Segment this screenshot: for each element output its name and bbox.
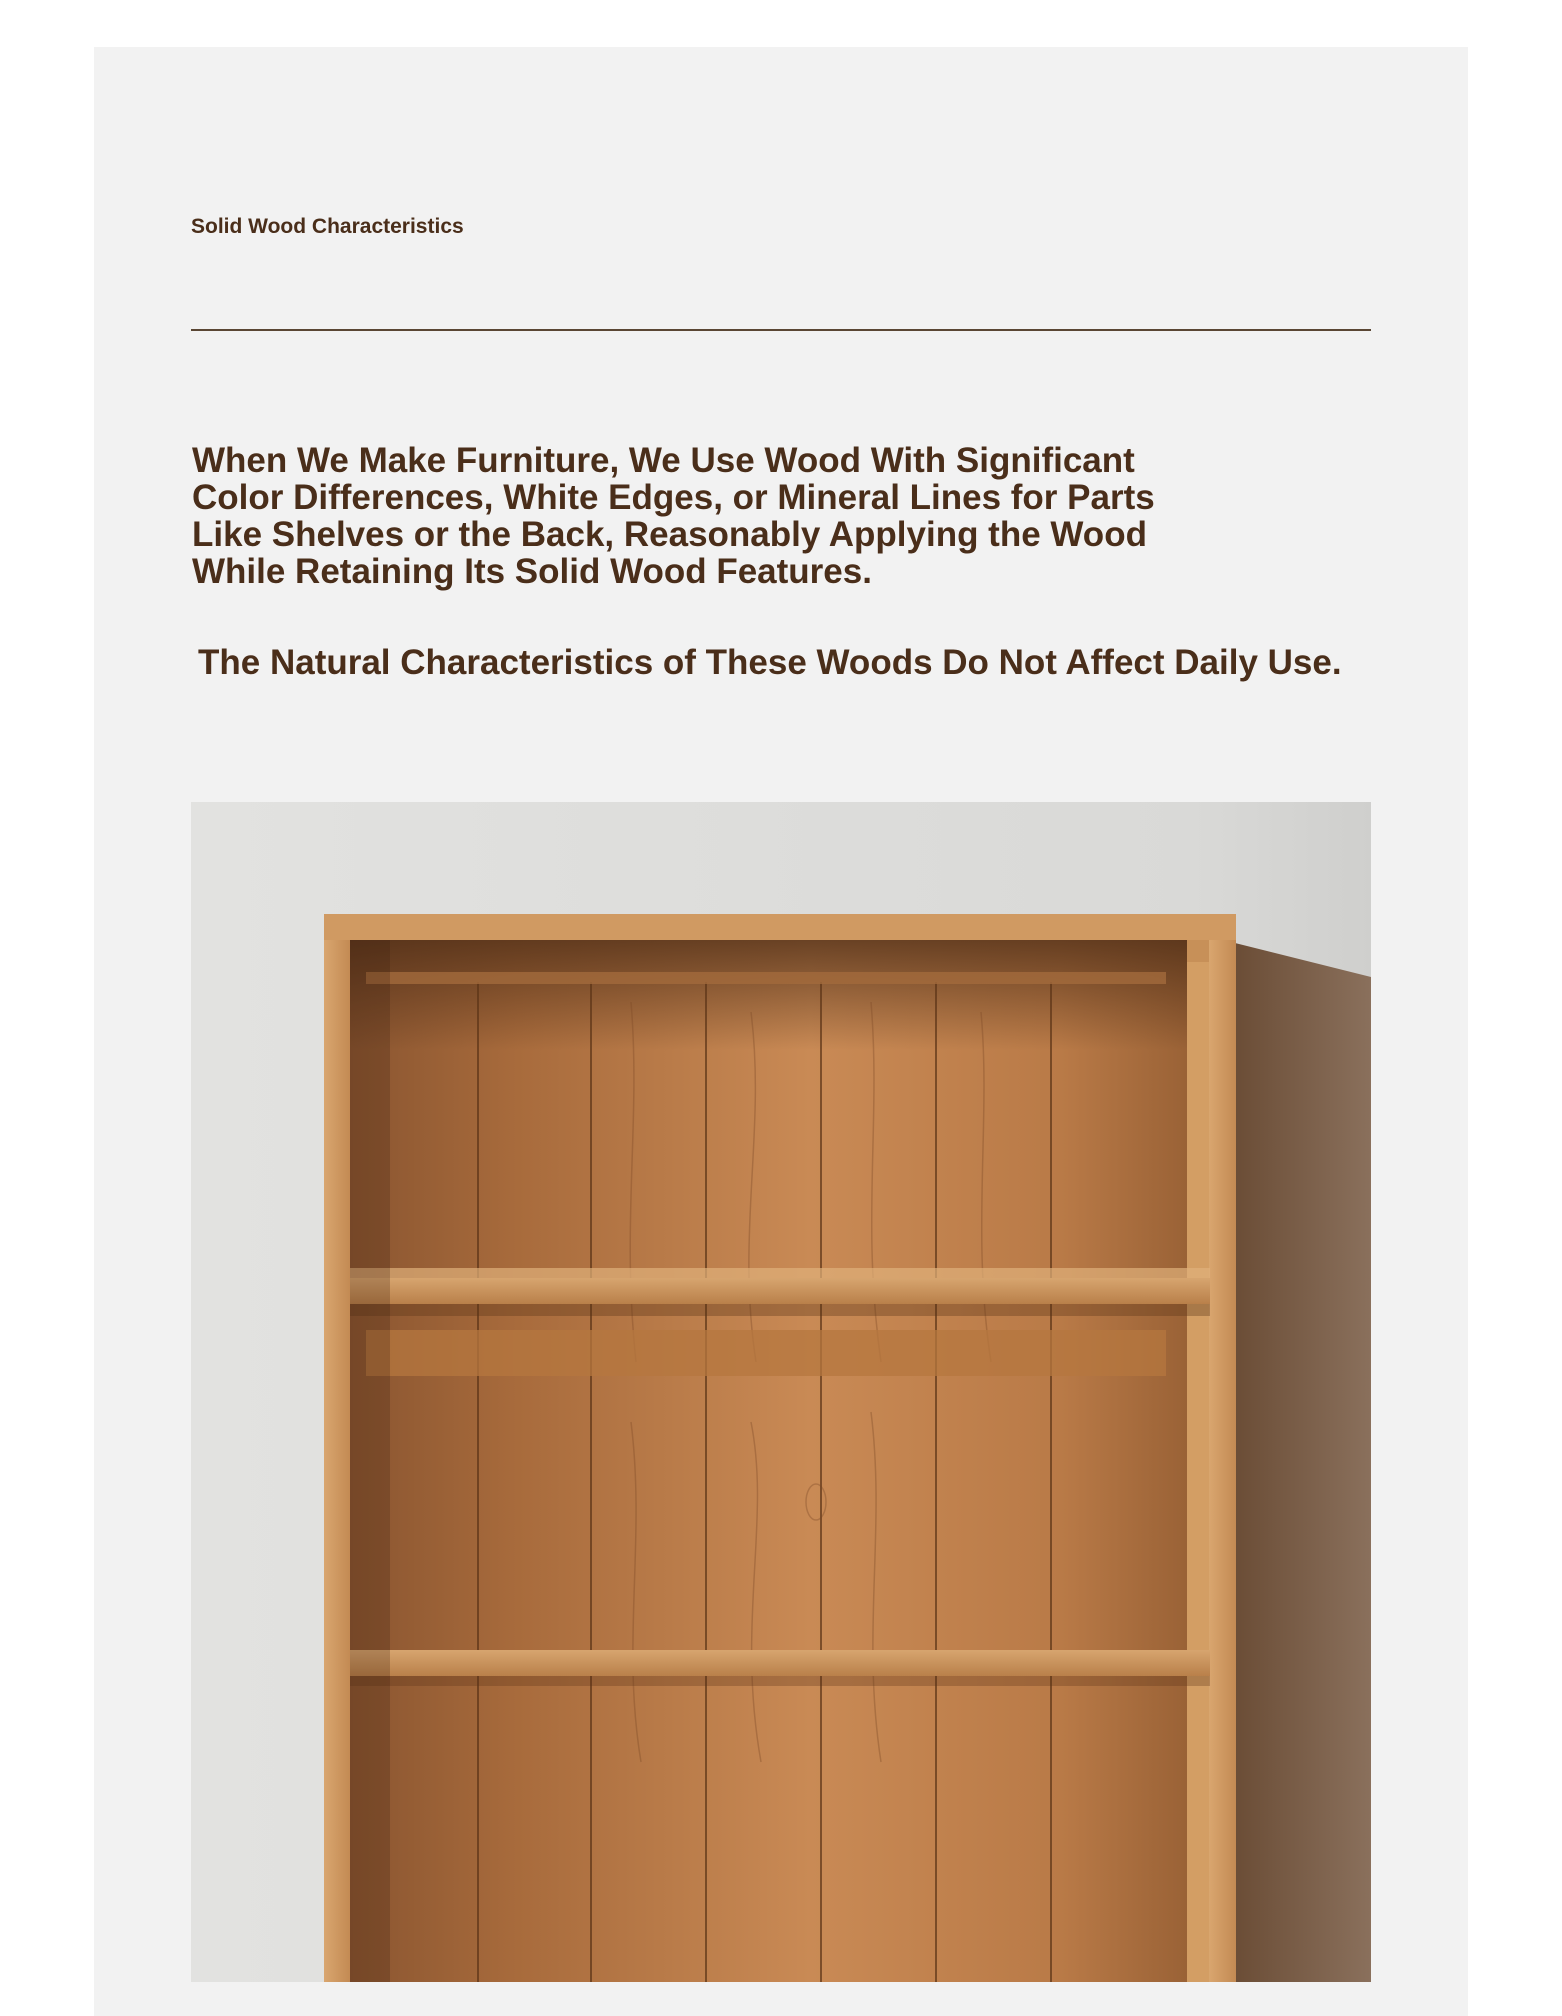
content-panel (94, 47, 1468, 2016)
bookshelf-photo (191, 802, 1371, 1982)
headline: When We Make Furniture, We Use Wood With Significant Color Differences, White Edges, or Mineral Lines for Parts Like Shelves or the Back, Reasonably Applying the Wood While Retaining Its Solid Wood Features. (192, 441, 1155, 591)
bookshelf-illustration (191, 802, 1371, 1982)
section-divider (191, 329, 1371, 331)
section-label: Solid Wood Characteristics (191, 215, 464, 238)
subline: The Natural Characteristics of These Woods Do Not Affect Daily Use. (198, 643, 1342, 682)
